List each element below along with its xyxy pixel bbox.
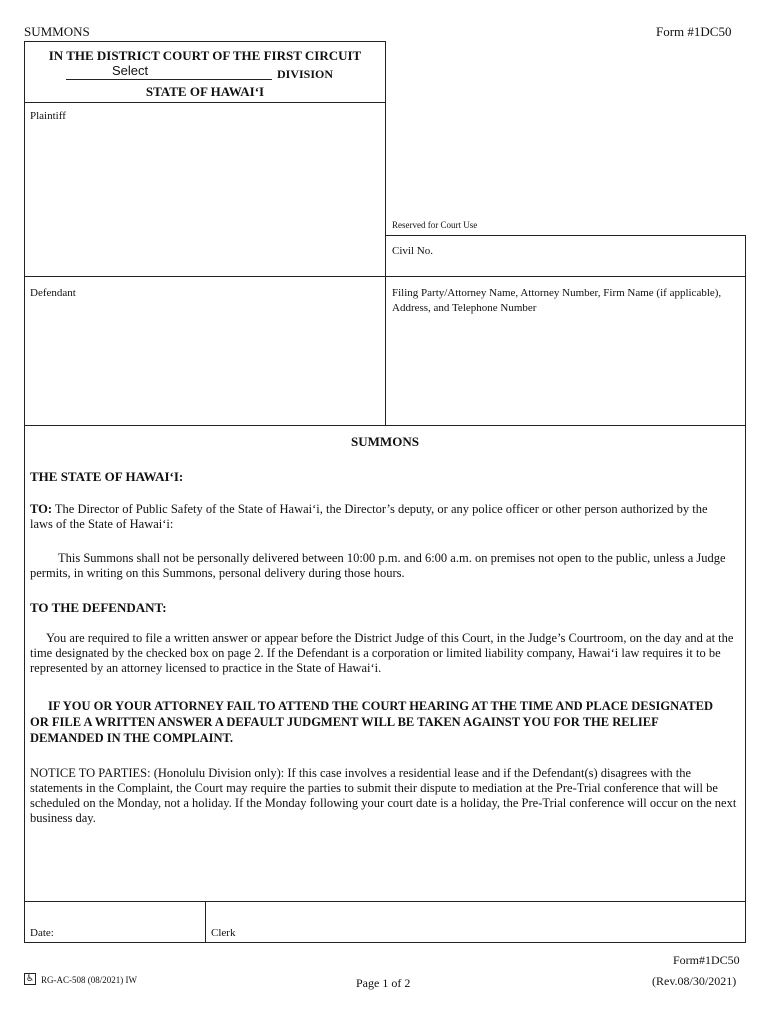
sig-left-border: [24, 902, 25, 943]
sig-divider: [205, 902, 206, 943]
defendant-heading: TO THE DEFENDANT:: [30, 600, 167, 615]
filing-party-label: Filing Party/Attorney Name, Attorney Number, Firm Name (if applicable), Address, and Telephone Number: [392, 287, 722, 314]
accessibility-icon: ♿: [25, 974, 35, 984]
division-label: DIVISION: [277, 67, 334, 81]
civil-top-line: [385, 235, 746, 236]
filing-party-field[interactable]: [390, 320, 740, 420]
default-warning: IF YOU OR YOUR ATTORNEY FAIL TO ATTEND THE COURT HEARING AT THE TIME AND PLACE DESIGNATED OR FILE A WRITTEN ANSWER A DEFAULT JUDGMENT WILL BE TAKEN AGAINST YOU FOR THE RELIEF DEMANDED IN THE COMPLAINT.: [30, 699, 713, 745]
revision-date: (Rev.08/30/2021): [652, 974, 737, 988]
clerk-label: Clerk: [211, 927, 236, 939]
state-title: STATE OF HAWAI‘I: [145, 84, 265, 99]
court-title: IN THE DISTRICT COURT OF THE FIRST CIRCUIT: [48, 48, 362, 63]
summons-title: SUMMONS: [351, 434, 419, 449]
date-label: Date:: [30, 927, 54, 939]
delivery-paragraph: This Summons shall not be personally delivered between 10:00 p.m. and 6:00 a.m. on premises not open to the public, unless a Judge permits, in writing on this Summons, personal delivery during those hours.: [30, 551, 726, 580]
civil-no-field[interactable]: [450, 240, 740, 272]
document-label: SUMMONS: [24, 24, 90, 39]
plaintiff-label: Plaintiff: [30, 110, 66, 122]
civil-bottom-line: [385, 276, 746, 277]
column-divider: [385, 103, 386, 425]
left-border: [24, 103, 25, 425]
sig-bottom-line: [24, 942, 746, 943]
division-select[interactable]: [66, 62, 272, 80]
right-border: [745, 235, 746, 425]
notice-paragraph: NOTICE TO PARTIES: (Honolulu Division only): If this case involves a residential lease and if the Defendant(s) disagrees with the statements in the Complaint, the Court may require the parties to submit their dispute to mediation at the Pre-Trial conference that will be scheduled on the Monday, not a holiday. If the Monday following your court date is a holiday, the Pre-Trial conference will occur on the next business day.: [30, 766, 737, 825]
footer-form-number: Form#1DC50: [673, 953, 740, 967]
footer-form-code: RG-AC-508 (08/2021) IW: [41, 975, 137, 985]
to-paragraph: [30, 502, 730, 532]
to-label: TO:: [30, 502, 52, 516]
party-divider: [24, 276, 386, 277]
defendant-paragraph: You are required to file a written answer or appear before the District Judge of this Court, in the Judge’s Courtroom, on the day and at the time designated by the checked box on page 2. If the Defendant is a corporation or limited liability company, Hawai‘i law requires it to be represented by an attorney licensed to practice in the State of Hawai‘i.: [30, 631, 734, 675]
reserved-label: Reserved for Court Use: [392, 220, 478, 230]
to-text: The Director of Public Safety of the State of Hawai‘i, the Director’s deputy, or any police officer or other person authorized by the laws of the State of Hawai‘i:: [30, 502, 708, 531]
defendant-field[interactable]: [28, 302, 380, 420]
division-select-value: Select: [112, 63, 149, 78]
sig-right-border: [745, 902, 746, 943]
defendant-label: Defendant: [30, 287, 76, 299]
page-number: Page 1 of 2: [356, 976, 411, 990]
date-field[interactable]: [60, 906, 200, 940]
civil-no-label: Civil No.: [392, 245, 433, 257]
form-number: Form #1DC50: [656, 24, 732, 39]
plaintiff-field[interactable]: [28, 126, 380, 272]
state-heading: THE STATE OF HAWAI‘I:: [30, 469, 184, 484]
